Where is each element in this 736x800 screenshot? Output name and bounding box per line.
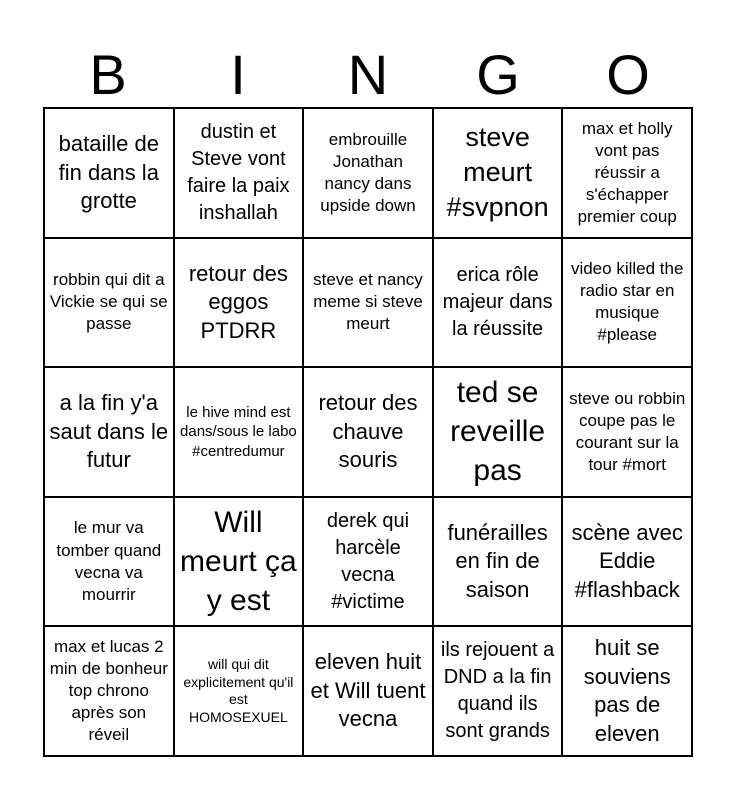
cell-text: le hive mind est dans/sous le labo #centredumur bbox=[180, 403, 297, 460]
title-letter-o: O bbox=[606, 43, 650, 106]
title-letter-g: G bbox=[476, 43, 520, 106]
bingo-cell[interactable] bbox=[303, 497, 433, 627]
bingo-cell[interactable] bbox=[44, 367, 174, 497]
bingo-cell[interactable] bbox=[44, 238, 174, 368]
bingo-title bbox=[43, 44, 693, 106]
bingo-cell[interactable] bbox=[433, 497, 563, 627]
bingo-cell[interactable] bbox=[562, 108, 692, 238]
cell-text: steve meurt #svpnon bbox=[446, 122, 549, 223]
cell-text: Will meurt ça y est bbox=[180, 506, 297, 618]
bingo-grid bbox=[43, 107, 693, 757]
cell-text: ils rejouent a DND a la fin quand ils sont grands bbox=[440, 639, 555, 743]
bingo-cell[interactable] bbox=[562, 238, 692, 368]
bingo-cell[interactable] bbox=[433, 367, 563, 497]
bingo-cell[interactable] bbox=[44, 497, 174, 627]
cell-text: embrouille Jonathan nancy dans upside down bbox=[320, 129, 416, 215]
bingo-cell[interactable] bbox=[174, 497, 304, 627]
cell-text: a la fin y'a saut dans le futur bbox=[49, 390, 169, 473]
bingo-cell[interactable] bbox=[562, 626, 692, 756]
cell-text: derek qui harcèle vecna #victime bbox=[326, 509, 410, 613]
cell-text: max et holly vont pas réussir a s'échapper premier coup bbox=[577, 118, 677, 226]
bingo-cell[interactable] bbox=[433, 108, 563, 238]
bingo-cell[interactable] bbox=[433, 626, 563, 756]
cell-text: bataille de fin dans la grotte bbox=[58, 130, 159, 214]
title-letter-n: N bbox=[347, 43, 389, 106]
cell-text: steve et nancy meme si steve meurt bbox=[313, 270, 423, 334]
bingo-cell[interactable] bbox=[303, 626, 433, 756]
bingo-cell[interactable] bbox=[303, 238, 433, 368]
cell-text: funérailles en fin de saison bbox=[447, 519, 548, 602]
bingo-cell[interactable] bbox=[174, 626, 304, 756]
cell-text: erica rôle majeur dans la réussite bbox=[442, 263, 553, 340]
cell-text: eleven huit et Will tuent vecna bbox=[310, 649, 426, 732]
cell-text: le mur va tomber quand vecna va mourrir bbox=[56, 518, 162, 604]
cell-text: steve ou robbin coupe pas le courant sur la tour #mort bbox=[569, 388, 686, 475]
bingo-cell[interactable] bbox=[174, 238, 304, 368]
cell-text: huit se souviens pas de eleven bbox=[583, 635, 671, 746]
bingo-cell[interactable] bbox=[303, 367, 433, 497]
cell-text: retour des chauve souris bbox=[318, 390, 418, 473]
cell-text: scène avec Eddie #flashback bbox=[571, 519, 683, 602]
cell-text: video killed the radio star en musique #please bbox=[570, 259, 684, 345]
title-letter-b: B bbox=[89, 43, 127, 106]
bingo-cell[interactable] bbox=[174, 367, 304, 497]
cell-text: ted se reveille pas bbox=[450, 376, 546, 488]
bingo-cell[interactable] bbox=[433, 238, 563, 368]
title-letter-i: I bbox=[230, 43, 246, 106]
bingo-cell[interactable] bbox=[44, 108, 174, 238]
bingo-cell[interactable] bbox=[562, 367, 692, 497]
bingo-cell[interactable] bbox=[44, 626, 174, 756]
bingo-cell[interactable] bbox=[303, 108, 433, 238]
cell-text: robbin qui dit a Vickie se qui se passe bbox=[49, 270, 168, 334]
cell-text: dustin et Steve vont faire la paix inshallah bbox=[187, 120, 290, 224]
bingo-cell[interactable] bbox=[562, 497, 692, 627]
cell-text: will qui dit explicitement qu'il est HOMOSEXUEL bbox=[183, 656, 294, 725]
bingo-cell[interactable] bbox=[174, 108, 304, 238]
cell-text: max et lucas 2 min de bonheur top chrono après son réveil bbox=[49, 636, 168, 745]
cell-text: retour des eggos PTDRR bbox=[188, 260, 288, 343]
